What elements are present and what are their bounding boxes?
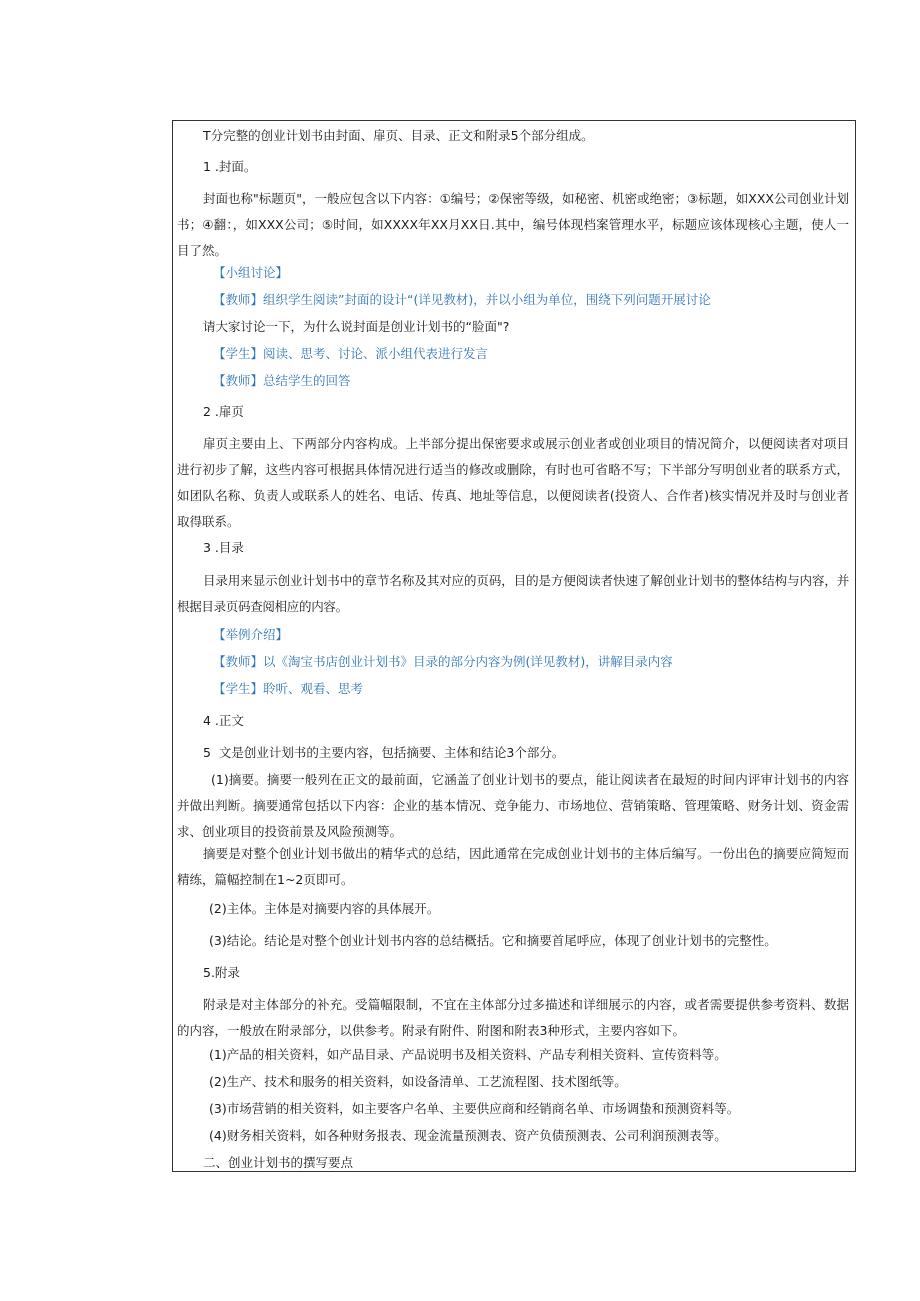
appendix-item: (1)产品的相关资料，如产品目录、产品说明书及相关资料、产品专利相关资料、宣传资料等。: [209, 1047, 727, 1062]
teacher-instruction-1: 【教师】组织学生阅读”封面的设计“(详见教材)，并以小组为单位，围绕下列问题开展讨论: [213, 292, 711, 307]
student-activity-2: 【学生】聆听、观看、思考: [213, 681, 364, 696]
teacher-instruction-2: 【教师】总结学生的回答: [213, 373, 351, 388]
section-2-body: 扉页主要由上、下两部分内容构成。上半部分提出保密要求或展示创业者或创业项目的情况简介，以便阅读者对项目进行初步了解，这些内容可根据具体情况进行适当的修改或删除，有时也可省略不写；下半部分写明创业者的联系方式，如团队名称、负责人或联系人的姓名、电话、传真、地址等信息，以便阅读者(投资人、合作者)核实情况并及时与创业者取得联系。: [177, 436, 849, 529]
teacher-instruction-3: 【教师】以《淘宝书店创业计划书》目录的部分内容为例(详见教材)，讲解目录内容: [213, 654, 673, 669]
student-activity-1: 【学生】阅读、思考、讨论、派小组代表进行发言: [213, 346, 489, 361]
section-4-subtitle: 5 文是创业计划书的主要内容，包括摘要、主体和结论3个部分。: [203, 745, 565, 760]
section-5-body: 附录是对主体部分的补充。受篇幅限制，不宜在主体部分过多描述和详细展示的内容，或者需要提供参考资料、数据的内容，一般放在附录部分，以供参考。附录有附件、附图和附表3种形式，主要内容如下。: [177, 997, 849, 1038]
summary-paragraph: (1)摘要。摘要一般列在正文的最前面，它涵盖了创业计划书的要点，能让阅读者在最短的时间内评审计划书的内容并做出判断。摘要通常包括以下内容：企业的基本情况、竞争能力、市场地位、营销策略、管理策略、财务计划、资金需求、创业项目的投资前景及风险预测等。: [177, 772, 849, 839]
content-frame: [172, 120, 856, 1172]
section-1-heading: 1 .封面。: [203, 159, 257, 174]
appendix-item: (3)市场营销的相关资料，如主要客户名单、主要供应商和经销商名单、市场调蛰和预测资料等。: [209, 1101, 740, 1116]
body-paragraph: (2)主体。主体是对摘要内容的具体展开。: [209, 901, 440, 916]
next-section-heading: 二、创业计划书的撰写要点: [203, 1155, 354, 1170]
section-3-body: 目录用来显示创业计划书中的章节名称及其对应的页码，目的是方便阅读者快速了解创业计划书的整体结构与内容，并根据目录页码查阅相应的内容。: [177, 573, 849, 614]
conclusion-paragraph: (3)结论。结论是对整个创业计划书内容的总结概括。它和摘要首尾呼应，体现了创业计划书的完整性。: [209, 933, 777, 948]
section-1-body: 封面也称"标题页"，一般应包含以下内容：①编号；②保密等级，如秘密、机密或绝密；③标题，如XXX公司创业计划书；④翻：，如XXX公司；⑤时间，如XXXX年XX月XX日.其中，编号体现档案管理水平，标题应该体现核心主题，使人一目了然。: [177, 191, 849, 258]
section-2-heading: 2 .扉页: [203, 404, 244, 419]
group-discussion-label: 【小组讨论】: [213, 265, 289, 280]
section-3-heading: 3 .目录: [203, 540, 244, 555]
section-4-heading: 4 .正文: [203, 713, 244, 728]
appendix-item: (2)生产、技术和服务的相关资料，如设备清单、工艺流程图、技术图纸等。: [209, 1074, 627, 1089]
summary-paragraph-2: 摘要是对整个创业计划书做出的精华式的总结，因此通常在完成创业计划书的主体后编写。一份出色的摘要应简短而精练，篇幅控制在1~2页即可。: [177, 846, 849, 887]
section-5-heading: 5.附录: [203, 965, 240, 980]
appendix-item: (4)财务相关资料，如各种财务报表、现金流量预测表、资产负债预测表、公司利润预测表等。: [209, 1128, 727, 1143]
example-label: 【举例介绍】: [213, 627, 289, 642]
discussion-question: 请大家讨论一下，为什么说封面是创业计划书的“脸面"?: [203, 319, 510, 334]
intro-text: T分完整的创业计划书由封面、扉页、目录、正文和附录5个部分组成。: [203, 128, 594, 143]
